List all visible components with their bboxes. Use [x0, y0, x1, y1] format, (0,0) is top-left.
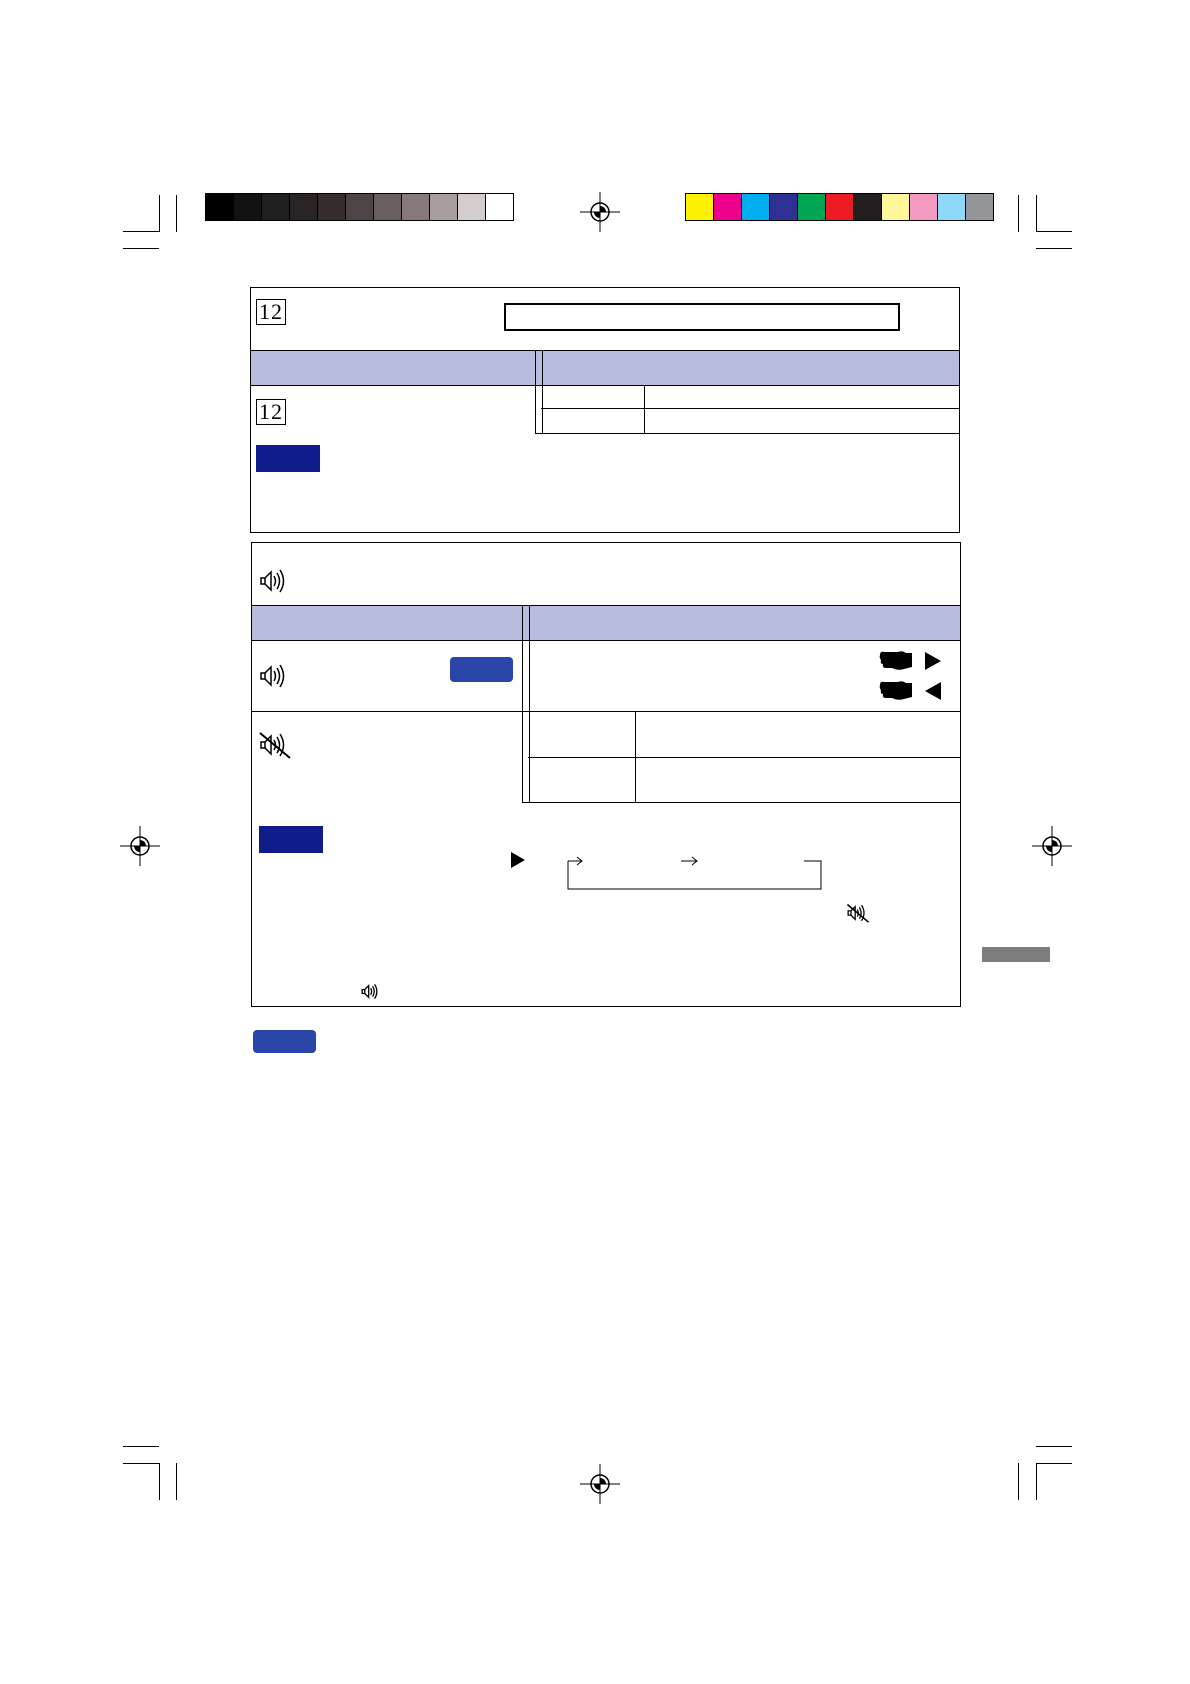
triangle-left-icon[interactable] — [924, 681, 942, 701]
header-band — [252, 605, 960, 641]
color-swatch — [798, 194, 826, 220]
menu-panel-top — [250, 287, 960, 533]
gray-swatch — [430, 194, 458, 220]
header-band — [251, 350, 959, 386]
color-swatch — [854, 194, 882, 220]
triangle-right-icon[interactable] — [924, 651, 942, 671]
registration-mark-icon — [580, 192, 620, 232]
cycle-diagram — [566, 851, 826, 899]
gray-swatch — [234, 194, 262, 220]
gray-swatch — [346, 194, 374, 220]
triangle-right-icon — [510, 851, 526, 869]
speaker-muted-icon — [846, 903, 870, 923]
speaker-icon — [258, 568, 288, 594]
gray-swatch — [458, 194, 486, 220]
color-swatch — [966, 194, 993, 220]
registration-mark-icon — [120, 826, 160, 866]
row-number-label: 12 — [256, 399, 286, 425]
gray-swatch — [206, 194, 234, 220]
gray-swatch — [262, 194, 290, 220]
color-swatch — [882, 194, 910, 220]
section-side-tab — [982, 947, 1050, 962]
note-badge — [253, 1030, 316, 1053]
pointing-hand-icon — [878, 647, 914, 673]
gray-swatch — [318, 194, 346, 220]
process-color-bar — [685, 193, 994, 221]
gray-swatch — [374, 194, 402, 220]
registration-mark-icon — [1032, 826, 1072, 866]
speaker-icon — [360, 983, 380, 1000]
note-badge — [256, 445, 320, 472]
color-swatch — [686, 194, 714, 220]
gray-swatch — [402, 194, 430, 220]
gray-scale-bar — [205, 193, 514, 221]
note-badge — [259, 826, 323, 853]
speaker-muted-icon — [258, 731, 292, 759]
color-swatch — [826, 194, 854, 220]
speaker-icon — [258, 663, 288, 689]
color-swatch — [770, 194, 798, 220]
section-number-label: 12 — [256, 299, 286, 325]
column-divider — [522, 605, 530, 802]
column-divider — [535, 350, 543, 434]
volume-panel — [251, 542, 961, 1007]
color-swatch — [714, 194, 742, 220]
color-swatch — [938, 194, 966, 220]
title-box — [504, 303, 900, 331]
color-swatch — [910, 194, 938, 220]
adjust-button[interactable] — [450, 657, 513, 682]
color-swatch — [742, 194, 770, 220]
gray-swatch — [290, 194, 318, 220]
gray-swatch — [486, 194, 513, 220]
registration-mark-icon — [580, 1464, 620, 1504]
pointing-hand-icon — [878, 677, 914, 703]
